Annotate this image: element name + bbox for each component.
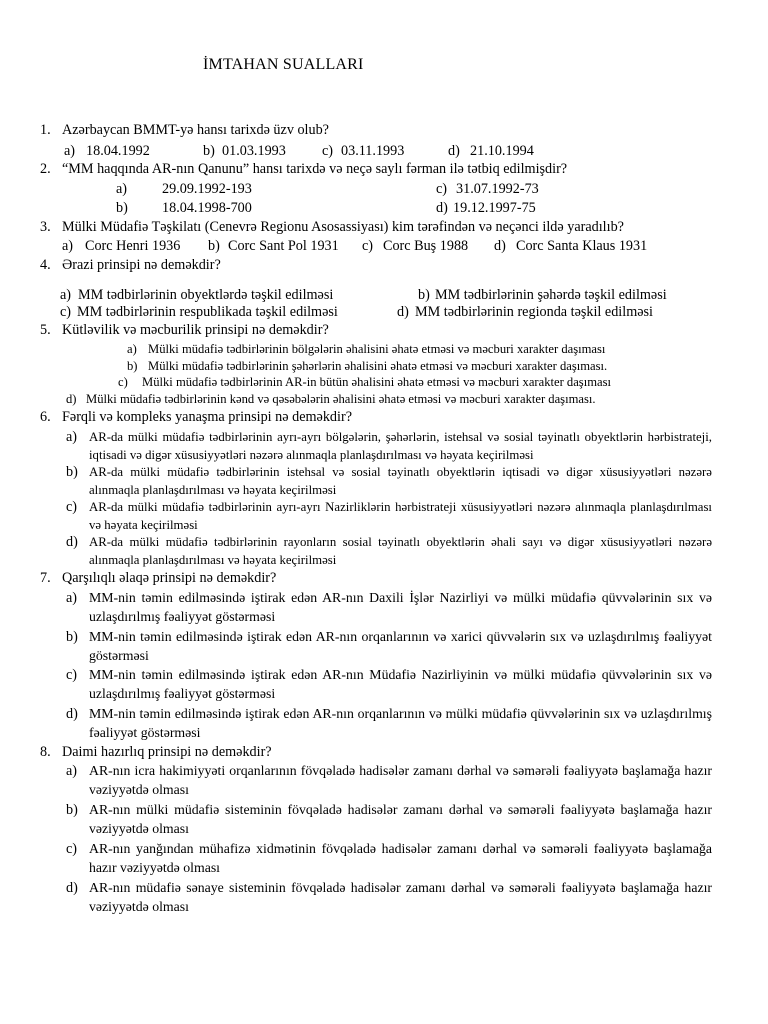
option-text: AR-da mülki müdafiə tədbirlərinin istehsal və sosial təyinatlı obyektlərin iqtisadi və digər xüsusiyyətləri nəzərə alınmaqla planlaşdırılması və həyata keçirilməsi	[89, 465, 712, 497]
option-label: c)	[436, 181, 448, 197]
option-text: AR-da mülki müdafiə tədbirlərinin rayonların sosial təyinatlı obyektlərin əhali sayı və digər xüsusiyyətləri nəzərə alınmaqla planlaşdırılması və həyata keçirilməsi	[89, 535, 712, 567]
option-label: b)	[208, 238, 220, 254]
option-label: c)	[118, 375, 128, 389]
option-text: MM-nin təmin edilməsində iştirak edən AR-nın Daxili İşlər Nazirliyi və mülki müdafiə qüvvələrinin sıx və uzlaşdırılmış fəaliyyət göstərməsi	[89, 590, 712, 624]
option-label: c)	[362, 238, 374, 254]
option-text: 31.07.1992-73	[456, 181, 539, 197]
option-text: Mülki müdafiə tədbirlərinin şəhərlərin əhalisini əhatə etməsi və məcburi xarakter daşıması.	[148, 359, 608, 373]
option-label: a)	[66, 590, 78, 606]
option-text: Corc Sant Pol 1931	[228, 238, 339, 254]
option-text: Corc Henri 1936	[85, 238, 181, 254]
option-label: b)	[66, 802, 78, 818]
option-label: c)	[66, 841, 78, 857]
question-6-number: 6.	[40, 409, 51, 425]
option-label: c)	[66, 667, 78, 683]
question-1-number: 1.	[40, 122, 51, 138]
option-label: a)	[62, 238, 74, 254]
option-text: 21.10.1994	[470, 143, 534, 159]
option-label: c)	[66, 499, 78, 515]
option-text: MM-nin təmin edilməsində iştirak edən AR-nın Müdafiə Nazirliyinin və mülki müdafiə qüvvələrinin sıx və uzlaşdırılmış fəaliyyət göstərməsi	[89, 667, 712, 701]
option-text: AR-nın müdafiə sənaye sisteminin fövqəladə hadisələr zamanı dərhal və səmərəli fəaliyyətə başlamağa hazır vəziyyətdə olması	[89, 880, 712, 914]
option-label: d)	[436, 200, 448, 216]
question-5-text: Kütləvilik və məcburilik prinsipi nə deməkdir?	[62, 322, 329, 338]
option-text: MM tədbirlərinin regionda təşkil edilməsi	[415, 304, 653, 320]
option-label: b)	[116, 200, 128, 216]
option-text: 19.12.1997-75	[453, 200, 536, 216]
option-text: AR-nın icra hakimiyyəti orqanlarının fövqəladə hadisələr zamanı dərhal və səmərəli fəaliyyətə başlamağa hazır vəziyyətdə olması	[89, 763, 712, 797]
option-text: AR-da mülki müdafiə tədbirlərinin ayrı-ayrı Nazirliklərin hərbistrateji xüsusiyyətləri nəzərə alınmaqla planlaşdırılması və həyata keçirilməsi	[89, 500, 712, 532]
option-text: MM tədbirlərinin şəhərdə təşkil edilməsi	[435, 287, 667, 303]
option-label: b)	[203, 143, 215, 159]
option-label: a)	[66, 429, 78, 445]
option-label: b)	[66, 629, 78, 645]
option-text: MM-nin təmin edilməsində iştirak edən AR-nın orqanlarının və xarici qüvvələrin sıx və uzlaşdırılmış fəaliyyət göstərməsi	[89, 629, 712, 663]
option-label: a)	[60, 287, 72, 303]
question-3-text: Mülki Müdafiə Təşkilatı (Cenevrə Regionu Asosassiyası) kim tərəfindən və neçənci ildə yaradılıb?	[62, 219, 624, 235]
question-5-number: 5.	[40, 322, 51, 338]
option-label: d)	[494, 238, 506, 254]
option-text: MM-nin təmin edilməsində iştirak edən AR-nın orqanlarının və mülki müdafiə qüvvələrinin sıx və uzlaşdırılmış fəaliyyət göstərməsi	[89, 706, 712, 740]
option-text: 29.09.1992-193	[162, 181, 252, 197]
option-text: Mülki müdafiə tədbirlərinin bölgələrin əhalisini əhatə etməsi və məcburi xarakter daşıması	[148, 342, 606, 356]
question-6-text: Fərqli və kompleks yanaşma prinsipi nə deməkdir?	[62, 409, 352, 425]
page-title: İMTAHAN SUALLARI	[203, 56, 364, 73]
option-label: a)	[66, 763, 78, 779]
option-label: d)	[448, 143, 460, 159]
option-label: c)	[60, 304, 72, 320]
option-text: MM tədbirlərinin respublikada təşkil edilməsi	[77, 304, 338, 320]
option-text: 18.04.1992	[86, 143, 150, 159]
option-text: AR-nın mülki müdafiə sisteminin fövqəladə hadisələr zamanı dərhal və səmərəli fəaliyyətə başlamağa hazır vəziyyətdə olması	[89, 802, 712, 836]
option-text: 18.04.1998-700	[162, 200, 252, 216]
option-text: Mülki müdafiə tədbirlərinin AR-in bütün əhalisini əhatə etməsi və məcburi xarakter daşıması	[142, 375, 611, 389]
option-label: b)	[127, 359, 138, 373]
option-label: d)	[66, 392, 77, 406]
option-label: b)	[66, 464, 78, 480]
question-7-text: Qarşılıqlı əlaqə prinsipi nə deməkdir?	[62, 570, 277, 586]
option-label: a)	[64, 143, 76, 159]
option-label: d)	[66, 706, 78, 722]
question-8-text: Daimi hazırlıq prinsipi nə deməkdir?	[62, 744, 272, 760]
question-2-text: “MM haqqında AR-nın Qanunu” hansı tarixdə və neçə saylı fərman ilə tətbiq edilmişdir?	[62, 161, 568, 177]
option-label: a)	[127, 342, 137, 356]
question-1-text: Azərbaycan BMMT-yə hansı tarixdə üzv olub?	[62, 122, 329, 138]
option-text: Corc Santa Klaus 1931	[516, 238, 648, 254]
question-2-number: 2.	[40, 161, 51, 177]
option-text: AR-da mülki müdafiə tədbirlərinin ayrı-ayrı bölgələrin, şəhərlərin, istehsal və sosial təyinatlı obyektlərin hərbistrateji, iqtisadi və digər xüsusiyyətləri nəzərə alınmaqla planlaşdırılması və həyata keçirilməsi	[89, 430, 712, 462]
question-3-number: 3.	[40, 219, 51, 235]
option-label: b)	[418, 287, 430, 303]
question-8-number: 8.	[40, 744, 51, 760]
option-text: 01.03.1993	[222, 143, 286, 159]
option-text: Corc Buş 1988	[383, 238, 469, 254]
question-4-number: 4.	[40, 257, 51, 273]
option-text: AR-nın yanğından mühafizə xidmətinin fövqəladə hadisələr zamanı dərhal və səmərəli fəaliyyətə başlamağa hazır vəziyyətdə olması	[89, 841, 712, 875]
option-label: d)	[66, 880, 78, 896]
question-4-text: Ərazi prinsipi nə deməkdir?	[62, 257, 221, 273]
option-label: a)	[116, 181, 128, 197]
option-text: 03.11.1993	[341, 143, 405, 159]
option-label: c)	[322, 143, 334, 159]
option-text: MM tədbirlərinin obyektlərdə təşkil edilməsi	[78, 287, 334, 303]
question-7-number: 7.	[40, 570, 51, 586]
option-label: d)	[397, 304, 409, 320]
option-label: d)	[66, 534, 78, 550]
option-text: Mülki müdafiə tədbirlərinin kənd və qəsəbələrin əhalisini əhatə etməsi və məcburi xarakter daşıması.	[86, 392, 596, 406]
